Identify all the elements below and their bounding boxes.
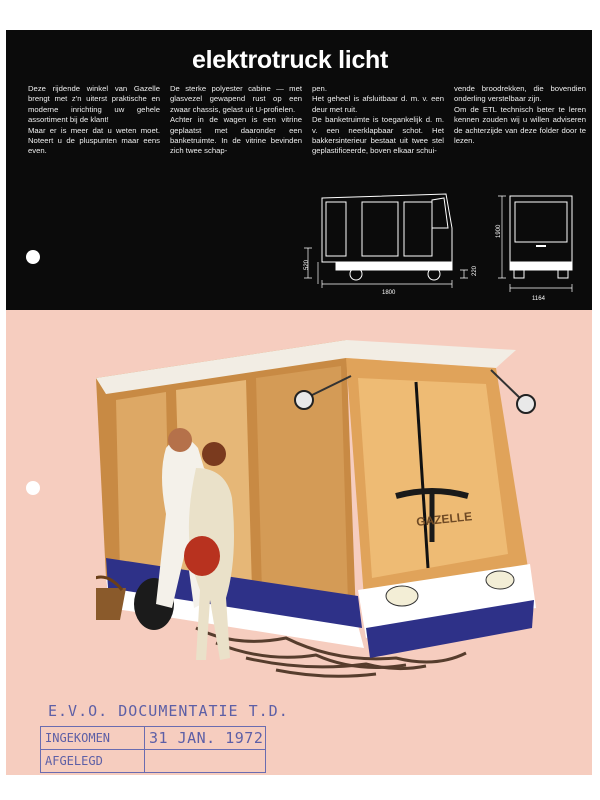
windscreen bbox=[358, 378, 508, 578]
stamp-box bbox=[40, 726, 266, 773]
receipt-stamp bbox=[40, 702, 289, 773]
paragraph: De sterke polyester cabine — met glasvezel gewapend rust op een zwaar chassis, gelast uit U-profielen. bbox=[170, 84, 302, 114]
basket-icon bbox=[96, 588, 126, 620]
paragraph: Achter in de wagen is een vitrine geplaatst met daaronder een banketruimte. In de vitrine bevinden zich twee schap- bbox=[170, 115, 302, 156]
paragraph: Om de ETL technisch beter te leren kennen zouden wij u willen adviseren de achterzijde van deze folder door te lezen. bbox=[454, 104, 586, 146]
stamp-filed-value bbox=[145, 750, 265, 772]
brochure-page bbox=[6, 30, 592, 775]
punch-hole bbox=[26, 481, 40, 495]
paragraph: Maar er is meer dat u weten moet. Noteert u de pluspunten maar eens even. bbox=[28, 125, 160, 156]
paragraph: Het geheel is afsluitbaar d. m. v. een deur met ruit. bbox=[312, 94, 444, 114]
rear-view-body bbox=[510, 196, 572, 262]
side-view-panel bbox=[404, 202, 432, 256]
text-column-1 bbox=[28, 84, 160, 219]
paragraph: pen. bbox=[312, 84, 327, 93]
mirror-icon bbox=[517, 395, 535, 413]
technical-drawing bbox=[296, 188, 588, 306]
stamp-received-label: INGEKOMEN bbox=[41, 727, 145, 750]
truck-illustration bbox=[96, 328, 546, 698]
paragraph: De banketruimte is toegankelijk d. m. v. een neerklapbaar schot. Het bakkersinterieur bestaat uit twee stel geplastificeerde, boven elkaar schui- bbox=[312, 115, 444, 156]
paragraph: vende broodrekken, die bovendien onderling verstelbaar zijn. bbox=[454, 84, 586, 104]
shopping-bag-icon bbox=[184, 536, 220, 576]
paragraph: Deze rijdende winkel van Gazelle brengt met z'n uiterst praktische en moderne inrichting uw gehele assortiment bij de klant! bbox=[28, 84, 160, 125]
stamp-received-date: 31 JAN. 1972 bbox=[145, 727, 265, 750]
header-band bbox=[6, 30, 592, 310]
dimension-height: 1900 bbox=[496, 224, 502, 238]
mirror-icon bbox=[295, 391, 313, 409]
side-view-windscreen bbox=[432, 198, 448, 228]
text-column-2 bbox=[170, 84, 302, 219]
dimension-length: 1800 bbox=[382, 290, 396, 296]
headlight-icon bbox=[486, 571, 514, 589]
truck-brand-label: GAZELLE bbox=[415, 509, 473, 530]
dimension-clearance: 220 bbox=[472, 265, 478, 276]
stamp-filed-label: AFGELEGD bbox=[41, 750, 145, 772]
wheel bbox=[514, 270, 524, 278]
rear-view-window bbox=[515, 202, 567, 242]
dimension-floor: 520 bbox=[304, 259, 310, 270]
headlight-icon bbox=[386, 586, 418, 606]
dimension-width: 1164 bbox=[532, 296, 545, 302]
punch-hole bbox=[26, 250, 40, 264]
wheel bbox=[558, 270, 568, 278]
page-title: elektrotruck licht bbox=[192, 46, 389, 74]
stamp-header: E.V.O. DOCUMENTATIE T.D. bbox=[48, 702, 289, 720]
side-view-panel bbox=[326, 202, 346, 256]
side-view-door bbox=[362, 202, 398, 256]
